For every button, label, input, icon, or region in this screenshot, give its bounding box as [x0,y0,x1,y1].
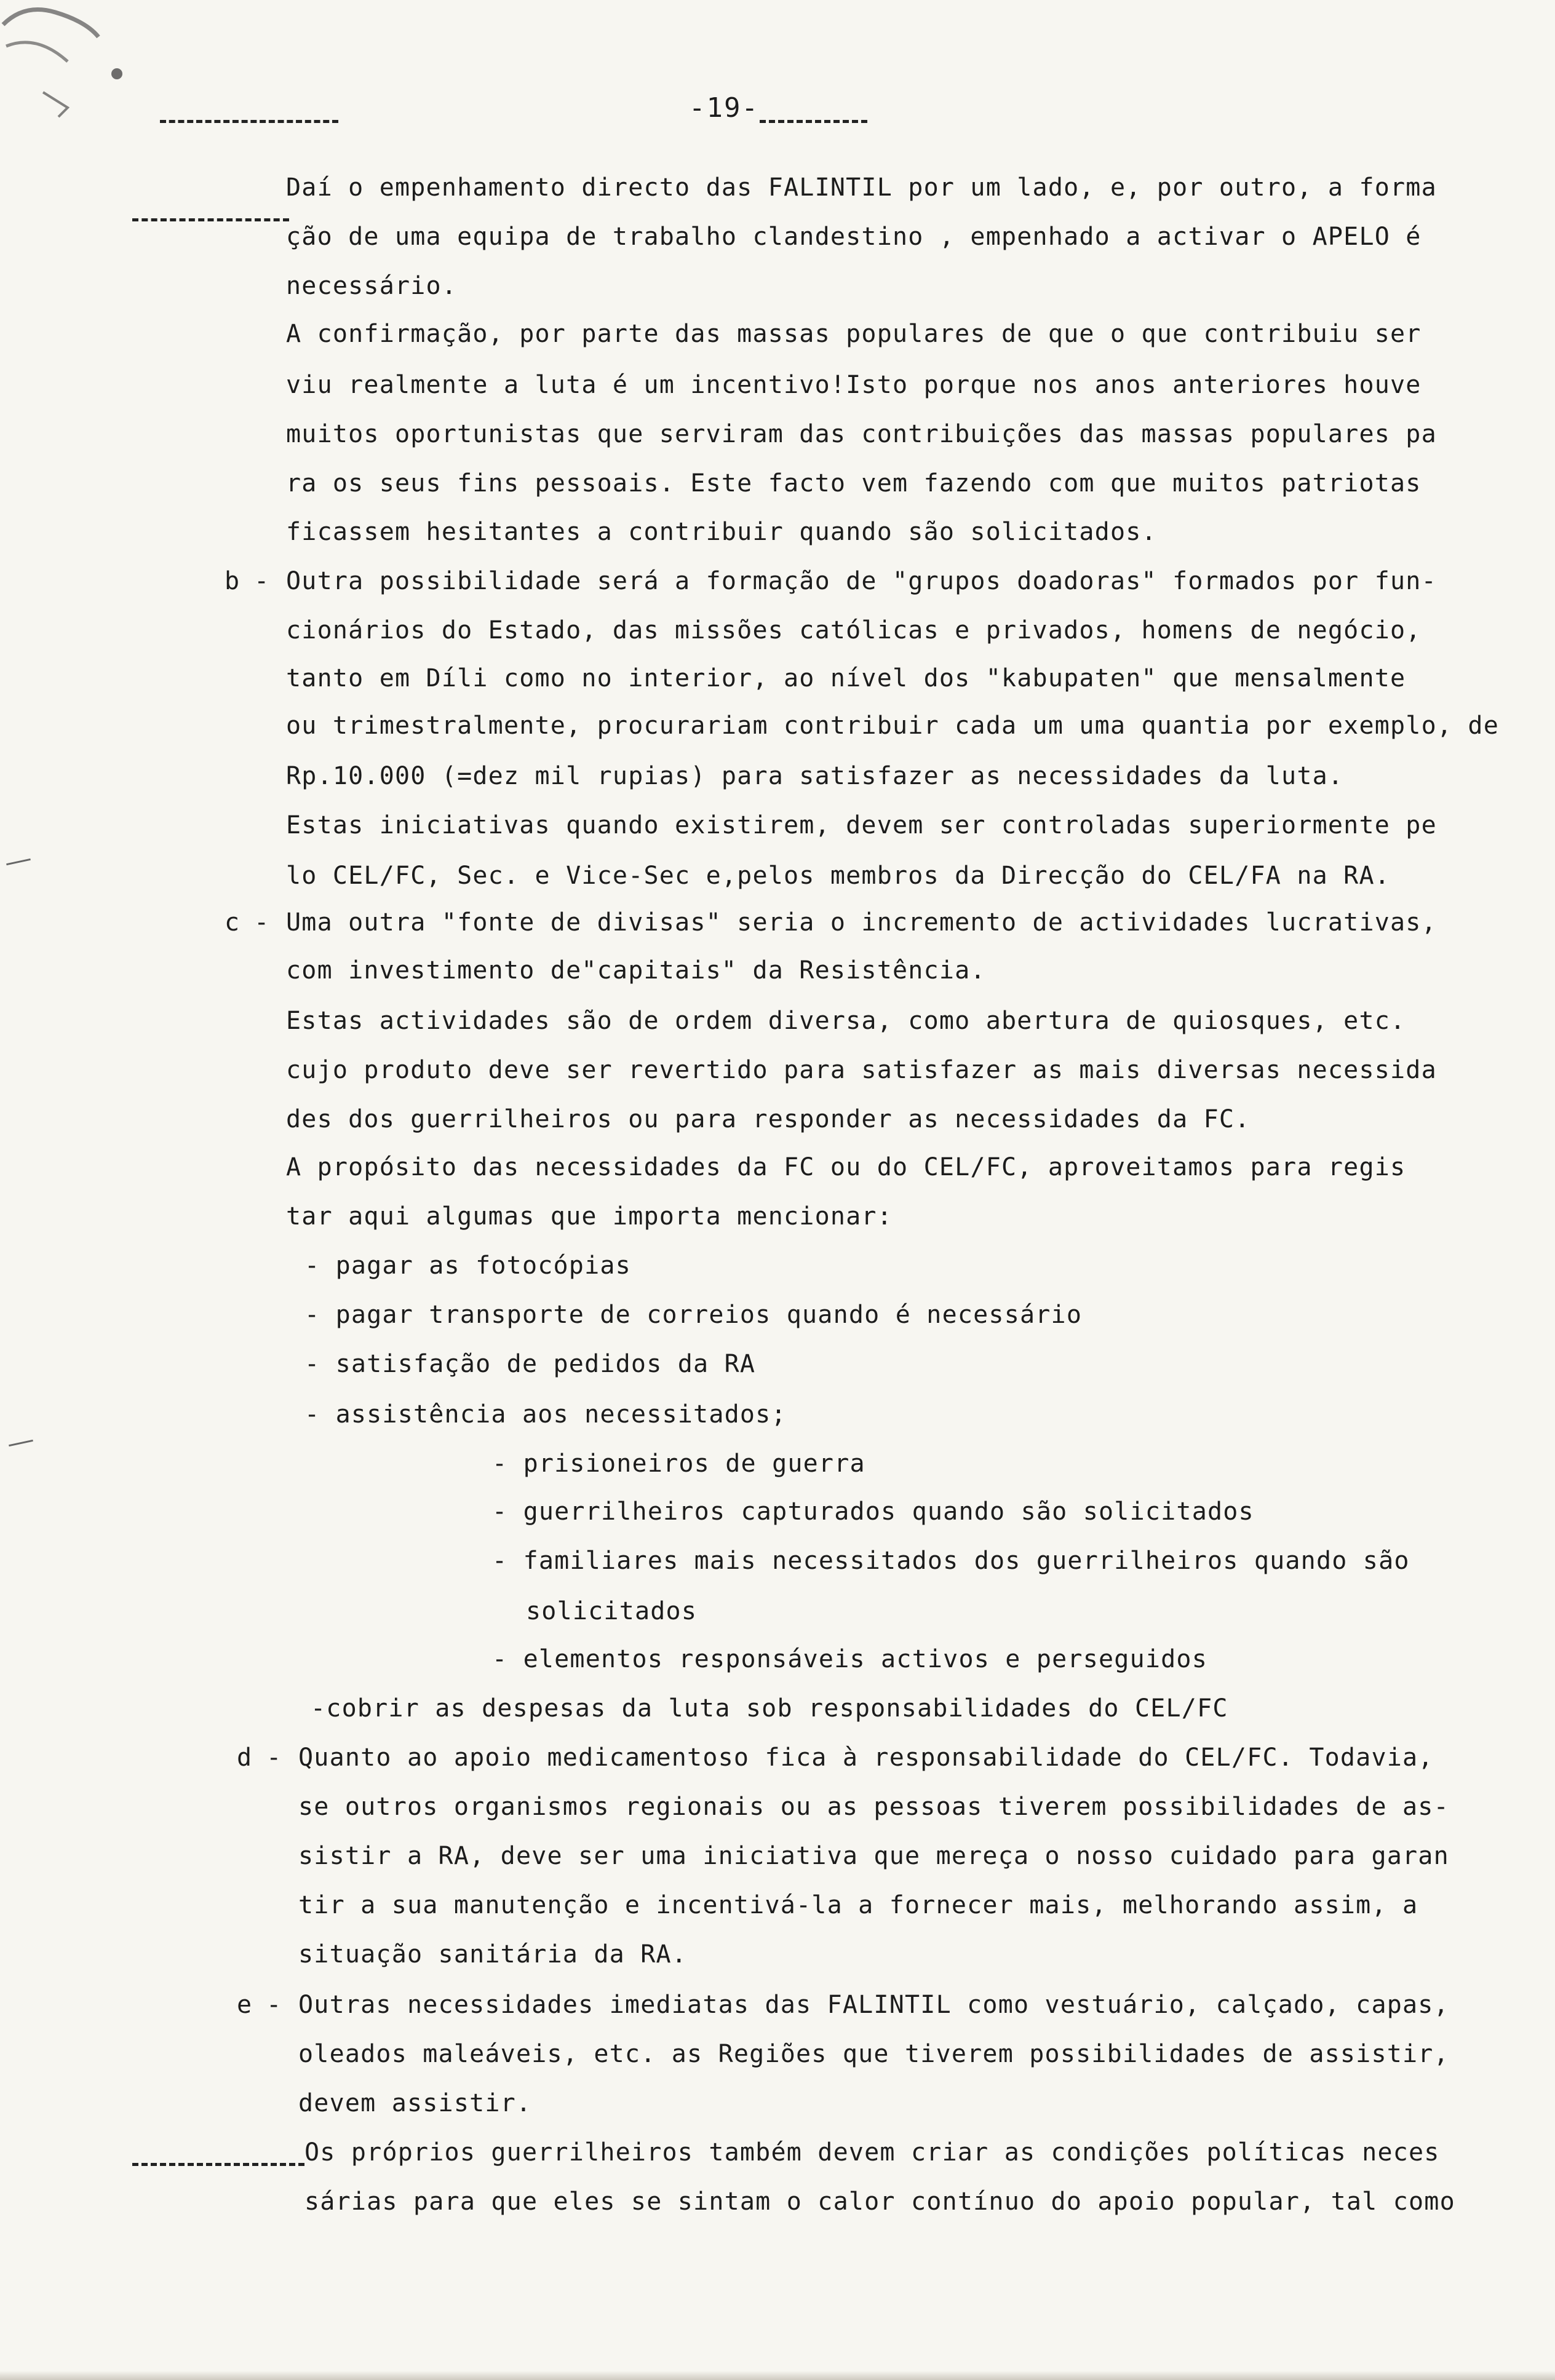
assistance-sub-bullet: - prisioneiros de guerra [492,1450,865,1478]
paragraph-2-line: ficassem hesitantes a contribuir quando são solicitados. [286,518,1157,546]
expense-bullet: - pagar transporte de correios quando é necessário [304,1301,1083,1329]
assistance-sub-bullet: - familiares mais necessitados dos guerrilheiros quando são [492,1547,1410,1575]
item-c-line: Estas actividades são de ordem diversa, como abertura de quiosques, etc. [286,1007,1406,1035]
expense-bullet: - satisfação de pedidos da RA [304,1350,756,1378]
page-bottom-edge [0,2371,1555,2380]
margin-mark-1 [6,859,31,865]
assistance-sub-bullet: solicitados [526,1597,698,1625]
item-c-line: A propósito das necessidades da FC ou do CEL/FC, aproveitamos para regis [286,1153,1406,1181]
paragraph-1-line: ção de uma equipa de trabalho clandestino , empenhado a activar o APELO é [286,223,1422,251]
paragraph-2-line: muitos oportunistas que serviram das contribuições das massas populares pa [286,420,1437,448]
paragraph-1-line: necessário. [286,272,458,300]
item-c-line: Uma outra "fonte de divisas" seria o incremento de actividades lucrativas, [286,908,1437,937]
item-c-line: com investimento de"capitais" da Resistência. [286,956,986,985]
item-e-label: e - [237,1991,282,2019]
closing-line: Os próprios guerrilheiros também devem criar as condições políticas neces [304,2138,1440,2167]
item-d-line: Quanto ao apoio medicamentoso fica à responsabilidade do CEL/FC. Todavia, [298,1743,1434,1772]
item-b-line: lo CEL/FC, Sec. e Vice-Sec e,pelos membros da Direcção do CEL/FA na RA. [286,862,1391,890]
header-rule-right [760,120,867,123]
item-e-line: devem assistir. [298,2089,532,2117]
paragraph-2-line: ra os seus fins pessoais. Este facto vem fazendo com que muitos patriotas [286,469,1422,498]
assistance-sub-bullet: - elementos responsáveis activos e perseguidos [492,1645,1207,1673]
item-b-line: Estas iniciativas quando existirem, devem ser controladas superiormente pe [286,811,1437,839]
item-c-line: des dos guerrilheiros ou para responder as necessidades da FC. [286,1105,1251,1133]
item-c-line: tar aqui algumas que importa mencionar: [286,1202,893,1231]
item-d-line: sistir a RA, deve ser uma iniciativa que mereça o nosso cuidado para garan [298,1842,1449,1870]
header-rule-left [160,120,338,123]
paragraph-1-line: Daí o empenhamento directo das FALINTIL por um lado, e, por outro, a forma [286,173,1437,202]
paragraph-2-line: viu realmente a luta é um incentivo!Isto porque nos anos anteriores houve [286,371,1422,399]
expense-bullet: - pagar as fotocópias [304,1251,631,1280]
expense-bullet-last: -cobrir as despesas da luta sob responsabilidades do CEL/FC [311,1694,1228,1723]
item-b-line: cionários do Estado, das missões católicas e privados, homens de negócio, [286,616,1422,645]
item-d-label: d - [237,1743,282,1772]
paragraph-2-line: A confirmação, por parte das massas populares de que o que contribuiu ser [286,320,1422,348]
item-e-line: Outras necessidades imediatas das FALINTIL como vestuário, calçado, capas, [298,1991,1449,2019]
item-d-line: se outros organismos regionais ou as pessoas tiverem possibilidades de as- [298,1793,1449,1821]
scan-smudge-mark [0,0,141,123]
assistance-sub-bullet: - guerrilheiros capturados quando são solicitados [492,1497,1254,1526]
item-c-label: c - [225,908,269,937]
closing-line: sárias para que eles se sintam o calor contínuo do apoio popular, tal como [304,2188,1455,2216]
item-b-line: Outra possibilidade será a formação de "grupos doadoras" formados por fun- [286,567,1437,595]
expense-bullet: - assistência aos necessitados; [304,1400,787,1429]
page-number: -19- [689,92,759,124]
item-b-label: b - [225,567,269,595]
margin-mark-2 [9,1440,33,1446]
item-b-line: ou trimestralmente, procurariam contribuir cada um uma quantia por exemplo, de [286,712,1499,740]
item-b-line: Rp.10.000 (=dez mil rupias) para satisfazer as necessidades da luta. [286,762,1344,790]
item-b-line: tanto em Díli como no interior, ao nível dos "kabupaten" que mensalmente [286,664,1406,692]
item-d-line: situação sanitária da RA. [298,1940,688,1969]
margin-rule-top [132,218,289,221]
item-e-line: oleados maleáveis, etc. as Regiões que tiverem possibilidades de assistir, [298,2040,1449,2068]
item-c-line: cujo produto deve ser revertido para satisfazer as mais diversas necessida [286,1056,1437,1084]
item-d-line: tir a sua manutenção e incentivá-la a fornecer mais, melhorando assim, a [298,1891,1418,1919]
margin-rule-bottom [132,2163,304,2166]
